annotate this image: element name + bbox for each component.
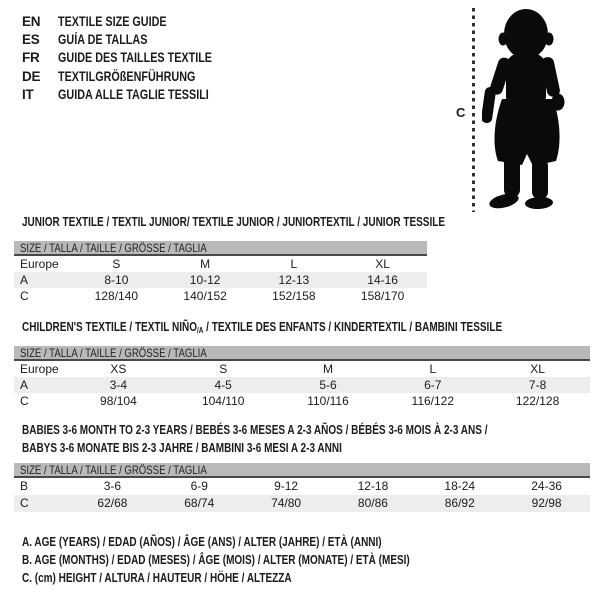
cell: S (112, 257, 121, 271)
legend-line-c: C. (cm) HEIGHT / ALTURA / HAUTEUR / HÖHE / ALTEZZA (22, 571, 292, 585)
cell: 128/140 (94, 289, 139, 303)
row-label: A (20, 273, 29, 287)
language-code: IT (22, 86, 34, 102)
language-row-es (22, 30, 251, 48)
cell: 9-12 (274, 479, 299, 493)
cell: 5-6 (319, 378, 337, 392)
toddler-silhouette-icon (482, 7, 574, 213)
cell: L (290, 257, 298, 271)
cell: 6-7 (424, 378, 442, 392)
cell: S (219, 362, 228, 376)
cell: 104/110 (201, 394, 245, 408)
language-code: ES (22, 31, 40, 47)
cell: 3-4 (109, 378, 128, 392)
table-row-age-years (14, 377, 590, 393)
row-label: Europe (20, 362, 59, 376)
language-code: DE (22, 68, 41, 84)
row-label: C (20, 289, 29, 303)
babies-size-table (14, 463, 590, 512)
legend-line-b: B. AGE (MONTHS) / EDAD (MESES) / ÂGE (MOIS) / ALTER (MONATE) / ETÀ (MESI) (22, 553, 410, 567)
table-row-europe (14, 256, 427, 272)
cell: 80/86 (357, 496, 388, 510)
row-label: C (20, 496, 29, 510)
cell: 7-8 (528, 378, 547, 392)
cell: 140/152 (183, 289, 227, 303)
height-measure-dotted-line (472, 8, 475, 212)
cell: 92/98 (531, 496, 562, 510)
measurement-legend (22, 533, 507, 587)
babies-title-line1: BABIES 3-6 MONTH TO 2-3 YEARS / BEBÉS 3-6 MESES A 2-3 AÑOS / BÉBÉS 3-6 MOIS À 2-3 ANS / (22, 423, 488, 437)
table-row-height-cm (14, 393, 590, 409)
cell: 14-16 (367, 273, 398, 287)
language-title: TEXTILE SIZE GUIDE (58, 13, 167, 29)
cell: 6-9 (190, 479, 208, 493)
children-table-title: CHILDREN'S TEXTILE / TEXTIL NIÑO/A / TEXTILE DES ENFANTS / KINDERTEXTIL / BAMBINI TESSILE (22, 320, 503, 335)
cell: 158/170 (360, 289, 405, 303)
language-title: GUIDE DES TAILLES TEXTILE (58, 50, 213, 66)
language-title-list (22, 12, 251, 103)
cell: M (322, 362, 333, 376)
table-row-age-months (14, 478, 590, 495)
cell: 74/80 (271, 496, 302, 510)
cell: 98/104 (100, 394, 137, 408)
language-title: TEXTILGRÖßENFÜHRUNG (58, 68, 196, 84)
cell: 68/74 (184, 496, 215, 510)
cell: 152/158 (272, 289, 316, 303)
size-band: SIZE / TALLA / TAILLE / GRÖSSE / TAGLIA (14, 241, 427, 256)
junior-table-title: JUNIOR TEXTILE / TEXTIL JUNIOR/ TEXTILE JUNIOR / JUNIORTEXTIL / JUNIOR TESSILE (22, 215, 446, 229)
table-row-europe (14, 361, 590, 377)
cell: 10-12 (189, 273, 221, 287)
cell: 116/122 (411, 394, 455, 408)
size-band: SIZE / TALLA / TAILLE / GRÖSSE / TAGLIA (14, 463, 590, 478)
cell: XS (110, 362, 127, 376)
cell: XL (530, 362, 545, 376)
size-band: SIZE / TALLA / TAILLE / GRÖSSE / TAGLIA (14, 346, 590, 361)
cell: 86/92 (444, 496, 475, 510)
cell: L (429, 362, 437, 376)
babies-title-line2: BABYS 3-6 MONATE BIS 2-3 JAHRE / BAMBINI 3-6 MESI A 2-3 ANNI (22, 440, 342, 455)
table-row-height-cm (14, 495, 590, 512)
language-row-en (22, 12, 251, 30)
language-title: GUIDA ALLE TAGLIE TESSILI (58, 86, 209, 102)
table-row-age-years (14, 272, 427, 288)
junior-size-table (14, 241, 427, 304)
row-label: Europe (20, 257, 59, 271)
cell: 24-36 (531, 479, 562, 493)
cell: XL (375, 257, 390, 271)
cell: 3-6 (103, 479, 122, 493)
cell: 110/116 (307, 394, 349, 408)
cell: 62/68 (97, 496, 128, 510)
language-row-it (22, 85, 251, 103)
cell: M (200, 257, 211, 271)
language-row-fr (22, 49, 251, 67)
language-code: EN (22, 13, 41, 29)
language-title: GUÍA DE TALLAS (58, 31, 148, 47)
row-label: A (20, 378, 29, 392)
cell: 8-10 (104, 273, 129, 287)
cell: 12-18 (357, 479, 389, 493)
cell: 122/128 (515, 394, 560, 408)
legend-line-a: A. AGE (YEARS) / EDAD (AÑOS) / ÂGE (ANS) / ALTER (JAHRE) / ETÀ (ANNI) (22, 535, 382, 549)
cell: 12-13 (278, 273, 310, 287)
cell: 4-5 (214, 378, 232, 392)
row-label: C (20, 394, 29, 408)
language-code: FR (22, 50, 40, 66)
row-label: B (20, 479, 29, 493)
height-measure-label: C (456, 105, 466, 120)
cell: 18-24 (444, 479, 476, 493)
language-row-de (22, 67, 251, 85)
table-row-height-cm (14, 288, 427, 304)
babies-table-title (22, 422, 600, 457)
subscript: /A (196, 326, 204, 335)
children-size-table (14, 346, 590, 409)
